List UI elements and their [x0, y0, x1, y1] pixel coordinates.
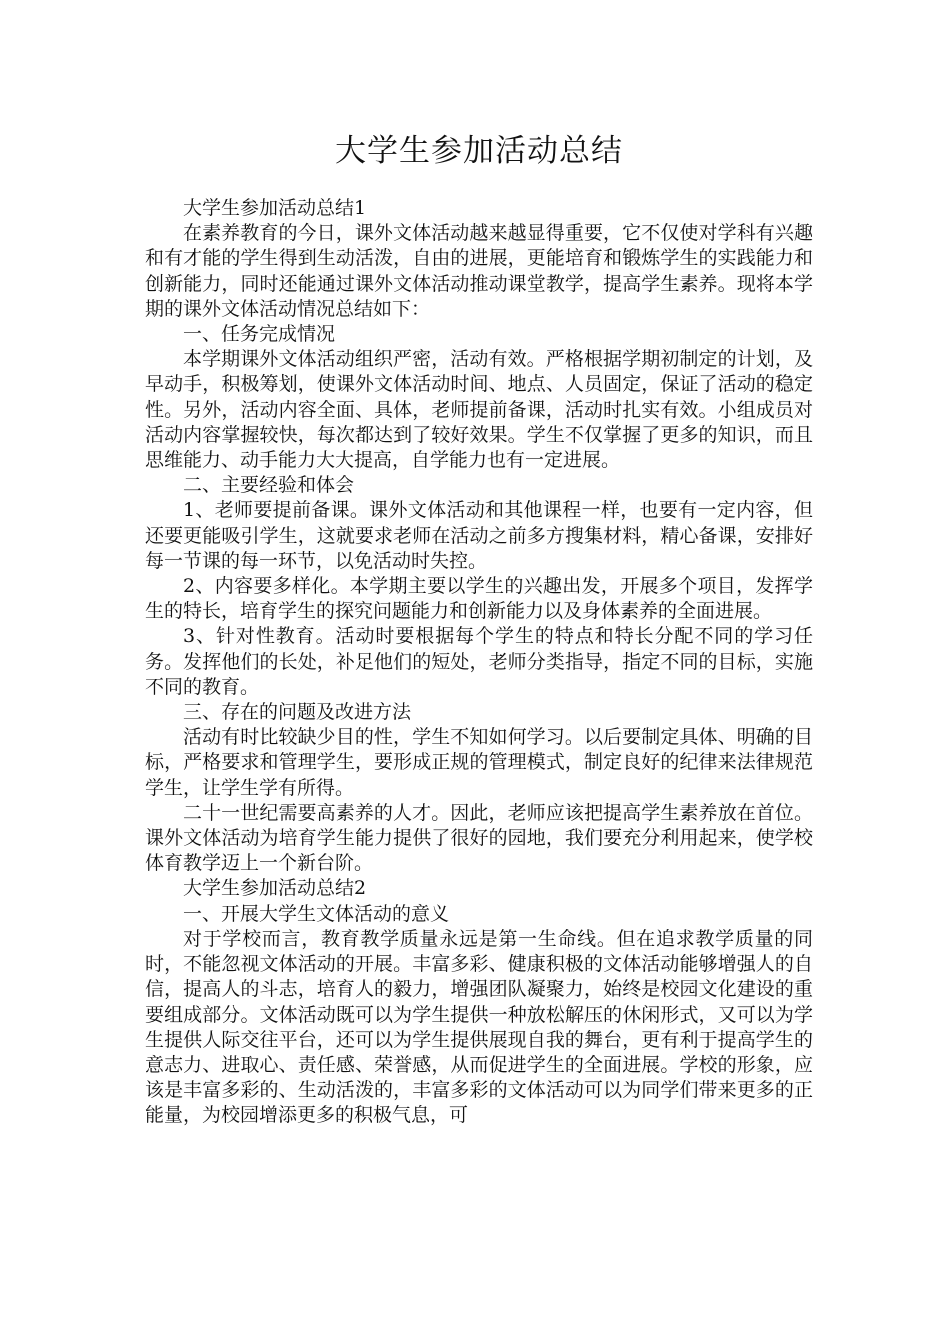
paragraph: 二十一世纪需要高素养的人才。因此，老师应该把提高学生素养放在首位。课外文体活动为培育学生能力提供了很好的园地，我们要充分利用起来，使学校体育教学迈上一个新台阶。 [145, 801, 813, 875]
paragraph: 1、老师要提前备课。课外文体活动和其他课程一样，也要有一定内容，但还要更能吸引学生，这就要求老师在活动之前多方搜集材料，精心备课，安排好每一节课的每一环节，以免活动时失控。 [145, 499, 813, 572]
paragraph: 在素养教育的今日，课外文体活动越来越显得重要，它不仅使对学科有兴趣和有才能的学生得到生动活泼，自由的进展，更能培育和锻炼学生的实践能力和创新能力，同时还能通过课外文体活动推动课堂教学，提高学生素养。现将本学期的课外文体活动情况总结如下： [145, 222, 813, 320]
paragraph: 活动有时比较缺少目的性，学生不知如何学习。以后要制定具体、明确的目标，严格要求和管理学生，要形成正规的管理模式，制定良好的纪律来法律规范学生，让学生学有所得。 [145, 726, 813, 799]
document-title: 大学生参加活动总结 [335, 133, 623, 169]
subheading: 一、任务完成情况 [183, 323, 336, 346]
paragraph: 本学期课外文体活动组织严密，活动有效。严格根据学期初制定的计划，及早动手，积极筹划，使课外文体活动时间、地点、人员固定，保证了活动的稳定性。另外，活动内容全面、具体，老师提前备课，活动时扎实有效。小组成员对活动内容掌握较快，每次都达到了较好效果。学生不仅掌握了更多的知识，而且思维能力、动手能力大大提高，自学能力也有一定进展。 [145, 348, 813, 472]
subheading: 三、存在的问题及改进方法 [183, 701, 412, 724]
subheading: 二、主要经验和体会 [183, 474, 355, 497]
subheading: 一、开展大学生文体活动的意义 [183, 902, 450, 925]
paragraph: 2、内容要多样化。本学期主要以学生的兴趣出发，开展多个项目，发挥学生的特长，培育学生的探究问题能力和创新能力以及身体素养的全面进展。 [145, 575, 813, 623]
paragraph: 对于学校而言，教育教学质量永远是第一生命线。但在追求教学质量的同时，不能忽视文体活动的开展。丰富多彩、健康积极的文体活动能够增强人的自信，提高人的斗志，培育人的毅力，增强团队凝聚力，始终是校园文化建设的重要组成部分。文体活动既可以为学生提供一种放松解压的休闲形式，又可以为学生提供人际交往平台，还可以为学生提供展现自我的舞台，更有利于提高学生的意志力、进取心、责任感、荣誉感，从而促进学生的全面进展。学校的形象，应该是丰富多彩的、生动活泼的，丰富多彩的文体活动可以为同学们带来更多的正能量，为校园增添更多的积极气息，可 [145, 927, 813, 1127]
paragraph: 3、针对性教育。活动时要根据每个学生的特点和特长分配不同的学习任务。发挥他们的长处，补足他们的短处，老师分类指导，指定不同的目标，实施不同的教育。 [145, 625, 813, 698]
section-heading-2: 大学生参加活动总结2 [183, 877, 367, 900]
section-heading-1: 大学生参加活动总结1 [183, 197, 367, 219]
